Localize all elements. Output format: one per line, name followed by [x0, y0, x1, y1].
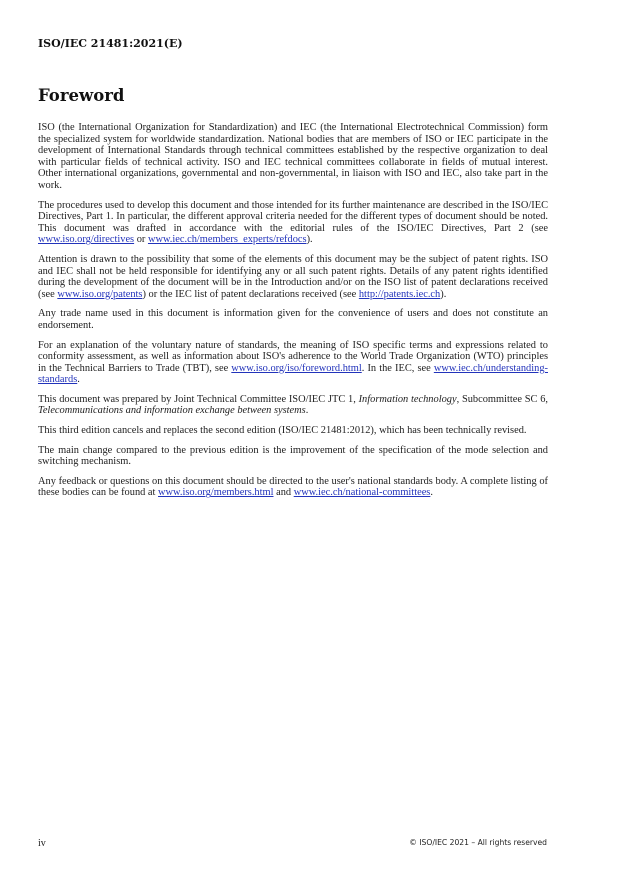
paragraph-text: . — [305, 405, 309, 417]
directives-link[interactable]: www.iso.org/directives — [38, 234, 135, 246]
paragraph-text: For an explanation of the voluntary nature of standards, the meaning of ISO specific terms and expressions related to conformity assessment, as well as information about ISO's adherence to the World Trade Organization (WTO) principles in the Technical Barriers to Trade (TBT), see — [38, 339, 548, 374]
committee-title: Information technology — [358, 393, 457, 405]
paragraph-main-change — [38, 445, 548, 468]
paragraph-text: . — [430, 487, 433, 499]
paragraph-text: . — [77, 374, 80, 386]
paragraph-text: This document was prepared by Joint Technical Committee ISO/IEC JTC 1, — [38, 393, 359, 405]
document-id-header: ISO/IEC 21481:2021(E) — [38, 37, 183, 50]
paragraph-procedures — [38, 200, 548, 246]
paragraph-text: This third edition cancels and replaces the second edition (ISO/IEC 21481:2012), which has been technically revised. — [38, 425, 527, 437]
paragraph-text: The procedures used to develop this document and those intended for its further maintenance are described in the ISO/IEC Directives, Part 1. In particular, the different approval criteria needed for the different types of document should be noted. This document was drafted in accordance with the editorial rules of the ISO/IEC Directives, Part 2 (see — [38, 199, 548, 234]
paragraph-text: Attention is drawn to the possibility that some of the elements of this document may be the subject of patent rights. ISO and IEC shall not be held responsible for identifying any or all such patent rights. Details of any patent rights identified during the development of the document will be in the Introduction and/or on the ISO list of patent declarations received (see — [38, 253, 548, 300]
iso-members-link[interactable]: www.iso.org/members.html — [158, 487, 274, 499]
paragraph-text: ISO (the International Organization for Standardization) and IEC (the International Electrotechnical Commission) form the specialized system for worldwide standardization. National bodies that are members of ISO or IEC participate in the development of International Standards through technical committees established by the respective organization to deal with particular fields of technical activity. ISO and IEC technical committees collaborate in fields of mutual interest. Other international organizations, governmental and non-governmental, in liaison with ISO and IEC, also take part in the work. — [38, 122, 548, 191]
paragraph-text: . In the IEC, see — [361, 362, 434, 374]
paragraph-text: ) or the IEC list of patent declarations received (see — [142, 288, 359, 300]
foreword-body — [38, 122, 548, 507]
paragraph-text: or — [134, 234, 148, 246]
iec-patents-link[interactable]: http://patents.iec.ch — [358, 288, 441, 300]
paragraph-text: The main change compared to the previous edition is the improvement of the specification of the mode selection and switching mechanism. — [38, 444, 548, 468]
paragraph-text: , Subcommittee SC 6, — [456, 393, 548, 405]
paragraph-iso-iec-intro — [38, 122, 548, 192]
paragraph-patents — [38, 254, 548, 300]
paragraph-text: ). — [440, 288, 447, 300]
paragraph-trade-name — [38, 308, 548, 331]
paragraph-text: Any feedback or questions on this document should be directed to the user's national standards body. A complete listing of these bodies can be found at — [38, 475, 548, 499]
copyright-notice: © ISO/IEC 2021 – All rights reserved — [409, 838, 547, 847]
iso-patents-link[interactable]: www.iso.org/patents — [57, 288, 143, 300]
paragraph-voluntary-nature — [38, 340, 548, 386]
iec-refdocs-link[interactable]: www.iec.ch/members_experts/refdocs — [147, 234, 307, 246]
paragraph-text: ). — [306, 234, 313, 246]
subcommittee-title: Telecommunications and information exchange between systems — [38, 405, 306, 417]
page-title: Foreword — [38, 86, 125, 105]
paragraph-text: and — [273, 487, 294, 499]
paragraph-text: Any trade name used in this document is information given for the convenience of users and does not constitute an endorsement. — [38, 308, 548, 331]
iec-national-committees-link[interactable]: www.iec.ch/national-committees — [293, 487, 431, 499]
iso-foreword-link[interactable]: www.iso.org/iso/foreword.html — [231, 362, 362, 374]
iec-understanding-standards-link[interactable]: www.iec.ch/understanding-standards — [38, 362, 548, 386]
page-number: iv — [38, 838, 46, 849]
paragraph-feedback — [38, 476, 548, 499]
paragraph-committee — [38, 394, 548, 417]
paragraph-edition — [38, 425, 548, 437]
